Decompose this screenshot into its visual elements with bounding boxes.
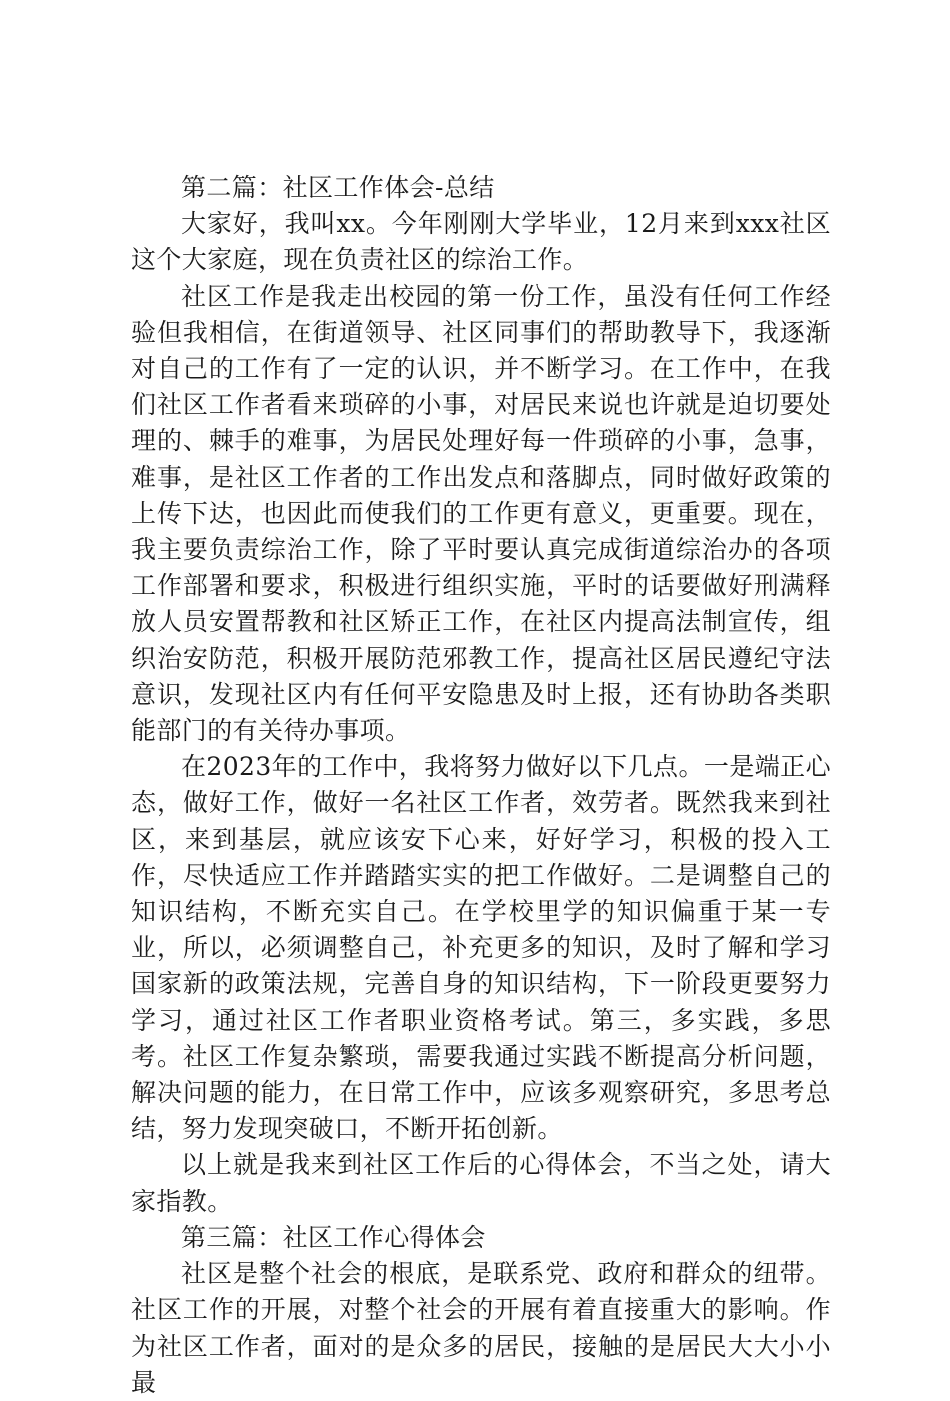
document-body bbox=[131, 170, 831, 1401]
paragraph-intro: 大家好，我叫xx。今年刚刚大学毕业，12月来到xxx社区这个大家庭，现在负责社区的综治工作。 bbox=[131, 209, 831, 275]
section-heading-2: 第二篇：社区工作体会-总结 bbox=[181, 173, 495, 202]
paragraph-work-description: 社区工作是我走出校园的第一份工作，虽没有任何工作经验但我相信，在街道领导、社区同事们的帮助教导下，我逐渐对自己的工作有了一定的认识，并不断学习。在工作中，在我们社区工作者看来琐碎的小事，对居民来说也许就是迫切要处理的、棘手的难事，为居民处理好每一件琐碎的小事，急事，难事，是社区工作者的工作出发点和落脚点，同时做好政策的上传下达，也因此而使我们的工作更有意义，更重要。现在，我主要负责综治工作，除了平时要认真完成街道综治办的各项工作部署和要求，积极进行组织实施，平时的话要做好刑满释放人员安置帮教和社区矫正工作，在社区内提高法制宣传，组织治安防范，积极开展防范邪教工作，提高社区居民遵纪守法意识，发现社区内有任何平安隐患及时上报，还有协助各类职能部门的有关待办事项。 bbox=[131, 281, 831, 746]
paragraph-closing: 以上就是我来到社区工作后的心得体会，不当之处，请大家指教。 bbox=[131, 1150, 831, 1216]
paragraph-plans: 在2023年的工作中，我将努力做好以下几点。一是端正心态，做好工作，做好一名社区工作者，效劳者。既然我来到社区，来到基层，就应该安下心来，好好学习，积极的投入工作，尽快适应工作并踏踏实实的把工作做好。二是调整自己的知识结构，不断充实自己。在学校里学的知识偏重于某一专业，所以，必须调整自己，补充更多的知识，及时了解和学习国家新的政策法规，完善自身的知识结构，下一阶段更要努力学习，通过社区工作者职业资格考试。第三，多实践，多思考。社区工作复杂繁琐，需要我通过实践不断提高分析问题，解决问题的能力，在日常工作中，应该多观察研究，多思考总结，努力发现突破口，不断开拓创新。 bbox=[131, 752, 831, 1144]
paragraph-community-intro: 社区是整个社会的根底，是联系党、政府和群众的纽带。社区工作的开展，对整个社会的开展有着直接重大的影响。作为社区工作者，面对的是众多的居民，接触的是居民大大小小最 bbox=[131, 1259, 831, 1397]
section-heading-3: 第三篇：社区工作心得体会 bbox=[181, 1222, 486, 1252]
